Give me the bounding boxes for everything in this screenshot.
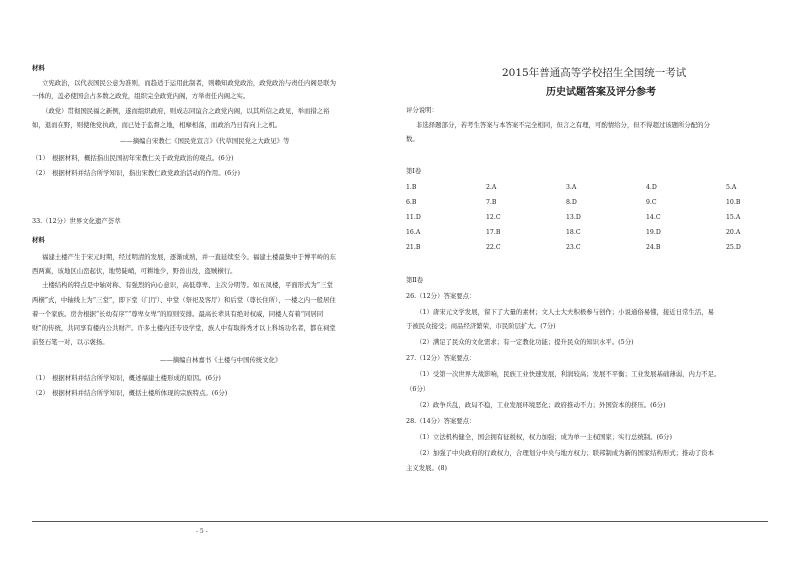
answer-point: （2）加强了中央政府的行政权力，合理划分中央与地方权力；联邦制成为新的国家结构形式；推动了资本 — [416, 449, 715, 457]
answer-cell: 11.D — [406, 214, 421, 221]
material1-paragraph: （政党）贯彻国民福之新例，遂而组织政府，则成志同谊合之政党内阁，以其所信之政见，举而措之裕 — [42, 107, 330, 115]
answer-cell: 14.C — [646, 214, 661, 221]
answer-cell: 8.D — [566, 199, 577, 206]
material2-paragraph: 两横”式，中轴线上为“三堂”，即下堂（门厅）、中堂（祭祀及客厅）和后堂（尊长住所），一楼之内一般居住 — [32, 296, 336, 304]
answer-cell: 3.A — [566, 184, 577, 191]
material1-paragraph: 一体的，盖必使国会占多数之政党，组织完全政党内阁，方举责任内阁之实。 — [32, 92, 250, 100]
material1-source: ——摘编自宋教仁《国民党宣言》《代草国民党之大政见》等 — [120, 137, 290, 145]
answer-cell: 5.A — [726, 184, 737, 191]
answer-cell: 15.A — [726, 214, 741, 221]
answer-cell: 7.B — [486, 199, 497, 206]
answer-cell: 4.D — [646, 184, 657, 191]
answer-cell: 13.D — [566, 214, 581, 221]
material2-paragraph: 西两翼，该地区山峦起伏，地势陡峭，可耕地少，野兽出没，盗贼横行。 — [32, 267, 237, 275]
material1-paragraph: 如，退而在野，则使他党执政，而已处于监督之地，相摩相荡，而政治乃日有向上之机。 — [32, 121, 282, 129]
question-26-heading: 26.（12分）答案要点： — [406, 292, 476, 300]
question-item: （2） 根据材料并结合所学知识，指出宋教仁政党政治活动的作用。(6分) — [32, 169, 241, 177]
material1-paragraph: 立宪政治，以代表国民公意为准则，而趋适于运用此制者，则赖知政党政治，政党政治与责任内阁是联为 — [42, 79, 336, 87]
answer-cell: 21.B — [406, 244, 421, 251]
question-33-title: 33.（12分）世界文化遗产荟萃 — [32, 217, 121, 225]
answer-point: （2）满足了民众的文化需求；有一定教化功能；提升民众的知识水平。(5分) — [416, 338, 634, 346]
answer-cell: 10.B — [726, 199, 741, 206]
material2-heading: 材料 — [32, 236, 45, 244]
answer-point: 于被民众接受；商品经济繁荣，市民阶层扩大。(7分) — [406, 322, 556, 330]
answer-point: （1）唐宋元文学发展，留下了大量的素材；文人士大夫积极参与创作；小说通俗易懂，接近日常生活，易 — [416, 308, 715, 316]
answer-cell: 19.D — [646, 229, 661, 236]
answer-cell: 6.B — [406, 199, 417, 206]
answer-cell: 16.A — [406, 229, 421, 236]
material2-paragraph: 前竖石笔一对，以示褒扬。 — [32, 338, 109, 346]
answer-cell: 20.A — [726, 229, 741, 236]
scoring-note-label: 评分说明： — [406, 106, 438, 114]
material1-heading: 材料 — [32, 64, 45, 72]
answer-point: 主义发展。(8) — [406, 464, 448, 472]
question-item: （1） 根据材料，概括指出民国初年宋教仁关于政党政治的观点。(6分) — [32, 154, 234, 162]
material2-paragraph: 土楼结构的特点是中轴对称、有强烈的向心意识，高低尊卑、主次分明等。如五凤楼，平面形式为“三堂 — [42, 281, 333, 289]
page-number: - 5 - — [196, 528, 208, 535]
scoring-note: 数。 — [406, 135, 419, 143]
material2-paragraph: 福建土楼产生于宋元时期，经过明清的发展，逐渐成熟，并一直延续至今。福建土楼最集中于博平岭的东 — [42, 253, 336, 261]
question-item: （1） 根据材料并结合所学知识，概述福建土楼形成的原因。(6分) — [32, 374, 221, 382]
material2-paragraph: 财”的传统，共同享有楼内公共财产。许多土楼内还专设学堂，族人中有取得秀才以上科场功名者，都在祠堂 — [32, 324, 336, 332]
material2-source: ——摘编自林嘉书《土楼与中国传统文化》 — [160, 356, 282, 364]
answer-cell: 23.C — [566, 244, 581, 251]
answer-point: （1）受第一次世界大战影响，民族工业快速发展，利润较高；发展不平衡；工业发展基础薄弱，内力不足。 — [416, 370, 721, 378]
question-item: （2） 根据材料并结合所学知识，概括土楼所体现的宗族特点。(6分) — [32, 389, 228, 397]
answer-point: （6分） — [406, 385, 430, 393]
exam-title: 2015年普通高等学校招生全国统一考试 — [502, 67, 687, 79]
footer-divider — [32, 521, 768, 522]
answer-cell: 18.C — [566, 229, 581, 236]
answer-cell: 1.B — [406, 184, 417, 191]
answer-cell: 2.A — [486, 184, 497, 191]
answer-cell: 9.C — [646, 199, 657, 206]
question-28-heading: 28.（14分）答案要点： — [406, 417, 476, 425]
answer-point: （2）政争兵乱，政局不稳，工业发展环境恶化；政府推动不力；外国资本的挤压。(6分) — [416, 401, 666, 409]
volume-2-heading: 第Ⅱ卷 — [406, 276, 424, 284]
question-27-heading: 27.（12分）答案要点： — [406, 354, 476, 362]
answer-cell: 12.C — [486, 214, 501, 221]
answer-point: （1）立法机构健全，国会拥有征税权，权力加强；成为单一主权国家；实行总统制。(6分) — [416, 433, 672, 441]
answer-cell: 17.B — [486, 229, 501, 236]
material2-paragraph: 着一个家族。房舍根据“长幼有序”“尊卑女卑”的原则安排。最高长辈具有绝对权威，同楼人有着“同居同 — [32, 310, 324, 318]
scoring-note: 非选择题部分，若考生答案与本答案不完全相同，但言之有理，可酌情给分，但不得超过该题所分配的分 — [416, 121, 710, 129]
answer-cell: 22.C — [486, 244, 501, 251]
answer-key-title: 历史试题答案及评分参考 — [546, 87, 656, 98]
volume-1-heading: 第Ⅰ卷 — [406, 167, 422, 175]
answer-cell: 24.B — [646, 244, 661, 251]
answer-cell: 25.D — [726, 244, 741, 251]
